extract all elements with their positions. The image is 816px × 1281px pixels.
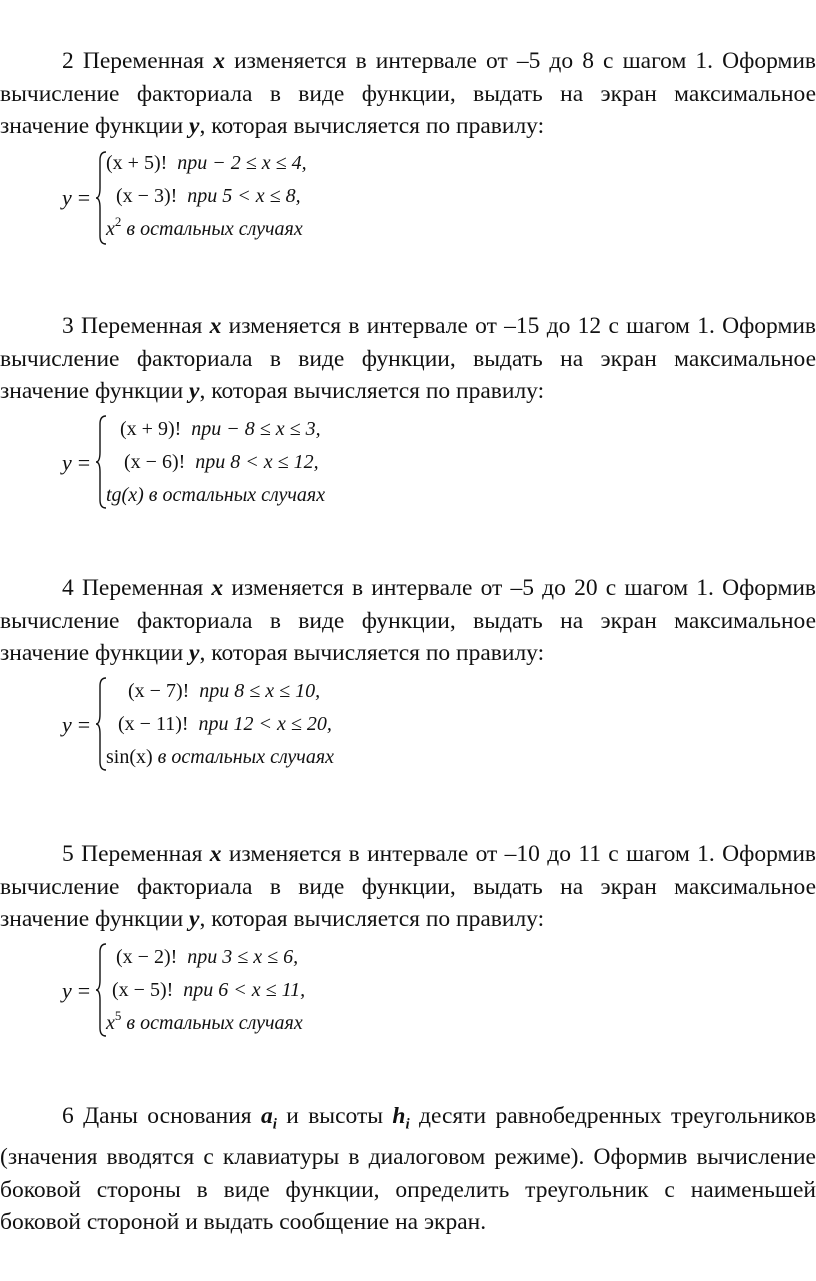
text-span: десяти равнобедренных треугольников (значения вводятся с клавиатуры в диалоговом режиме). Оформив вычисление боковой стороны в виде функции, определить треугольник с наименьшей боковой стороной и выдать сообщение на экран. bbox=[0, 1103, 816, 1236]
task-6 bbox=[0, 1100, 816, 1239]
case-1 bbox=[120, 418, 321, 441]
task-number: 2 bbox=[62, 48, 74, 74]
case-cond: в остальных случаях bbox=[157, 746, 335, 768]
eq-sign: = bbox=[77, 450, 91, 475]
case-3 bbox=[106, 484, 325, 507]
case-cond: в остальных случаях bbox=[148, 484, 326, 506]
case-3 bbox=[106, 1008, 303, 1035]
case-cond: при 6 < x ≤ 11, bbox=[183, 979, 306, 1001]
case-cond: при 8 ≤ x ≤ 10, bbox=[199, 680, 321, 702]
case-expr: (x − 2)! bbox=[116, 946, 178, 968]
case-1 bbox=[106, 152, 307, 175]
formula-lhs bbox=[62, 712, 90, 738]
case-cond: при − 8 ≤ x ≤ 3, bbox=[191, 418, 321, 440]
case-expr: sin(x) bbox=[106, 746, 153, 768]
formula-task-5 bbox=[0, 942, 816, 1038]
text-span: Переменная bbox=[81, 313, 203, 339]
task-3 bbox=[0, 310, 816, 408]
eq-sign: = bbox=[77, 978, 91, 1003]
formula-lhs bbox=[62, 185, 90, 211]
case-3 bbox=[106, 214, 303, 241]
text-span: , которая вычисляется по правилу: bbox=[199, 640, 545, 666]
text-span: изменяется в интервале от –5 до 20 с шагом 1. Оформив вычисление факториала в виде функции, выдать на экран максимальное значение функции bbox=[0, 575, 816, 666]
task-number: 4 bbox=[62, 575, 74, 601]
case-cond: при 3 ≤ x ≤ 6, bbox=[187, 946, 299, 968]
task-number: 5 bbox=[62, 841, 74, 867]
text-span: Переменная bbox=[81, 841, 203, 867]
var-h-index: i bbox=[405, 1116, 410, 1133]
case-2 bbox=[116, 185, 301, 208]
var-y: y bbox=[189, 906, 200, 932]
case-exponent: 2 bbox=[114, 214, 122, 229]
task-6-text bbox=[0, 1100, 816, 1239]
case-expr: x bbox=[106, 218, 115, 240]
task-3-text bbox=[0, 310, 816, 408]
eq-sign: = bbox=[77, 712, 91, 737]
task-5 bbox=[0, 838, 816, 936]
lhs-var: y bbox=[62, 978, 72, 1003]
formula-task-2 bbox=[0, 150, 816, 246]
var-a-index: i bbox=[272, 1116, 277, 1133]
case-expr: tg(x) bbox=[106, 484, 144, 506]
var-x: x bbox=[213, 48, 225, 74]
formula-task-4 bbox=[0, 676, 816, 772]
task-number: 6 bbox=[62, 1103, 74, 1129]
case-2 bbox=[124, 451, 319, 474]
var-y: y bbox=[189, 113, 200, 139]
formula-task-3 bbox=[0, 414, 816, 510]
var-h-letter: h bbox=[392, 1103, 406, 1129]
text-span: Переменная bbox=[82, 48, 205, 74]
task-5-text bbox=[0, 838, 816, 936]
text-span: и высоты bbox=[286, 1103, 384, 1129]
lhs-var: y bbox=[62, 185, 72, 210]
formula-lhs bbox=[62, 450, 90, 476]
case-1 bbox=[116, 946, 298, 969]
task-4-text bbox=[0, 572, 816, 670]
task-4 bbox=[0, 572, 816, 670]
case-cond: в остальных случаях bbox=[126, 218, 303, 240]
case-expr: (x − 11)! bbox=[118, 713, 189, 735]
case-2 bbox=[118, 713, 332, 736]
case-expr: (x + 9)! bbox=[120, 418, 182, 440]
var-y: y bbox=[189, 640, 200, 666]
case-cond: в остальных случаях bbox=[126, 1012, 303, 1034]
task-2 bbox=[0, 45, 816, 143]
text-span: изменяется в интервале от –10 до 11 с шагом 1. Оформив вычисление факториала в виде функции, выдать на экран максимальное значение функции bbox=[0, 841, 816, 932]
lhs-var: y bbox=[62, 450, 72, 475]
eq-sign: = bbox=[77, 185, 91, 210]
var-x: x bbox=[209, 313, 222, 339]
var-a-letter: a bbox=[260, 1103, 273, 1129]
formula-lhs bbox=[62, 978, 90, 1004]
case-expr: (x − 3)! bbox=[116, 185, 178, 207]
text-span: Переменная bbox=[81, 575, 204, 601]
text-span: , которая вычисляется по правилу: bbox=[199, 906, 545, 932]
case-expr: x bbox=[106, 1012, 115, 1034]
case-3 bbox=[106, 746, 334, 769]
case-cond: при 12 < x ≤ 20, bbox=[198, 713, 332, 735]
task-2-text bbox=[0, 45, 816, 143]
case-expr: (x − 5)! bbox=[112, 979, 174, 1001]
case-cond: при − 2 ≤ x ≤ 4, bbox=[177, 152, 307, 174]
text-span: изменяется в интервале от –5 до 8 с шагом 1. Оформив вычисление факториала в виде функции, выдать на экран максимальное значение функции bbox=[0, 48, 816, 139]
case-1 bbox=[128, 680, 320, 703]
case-exponent: 5 bbox=[114, 1008, 122, 1023]
var-y: y bbox=[189, 378, 200, 404]
case-cond: при 8 < x ≤ 12, bbox=[195, 451, 319, 473]
text-span: , которая вычисляется по правилу: bbox=[199, 378, 545, 404]
text-span: изменяется в интервале от –15 до 12 с шагом 1. Оформив вычисление факториала в виде функции, выдать на экран максимальное значение функции bbox=[0, 313, 816, 404]
text-span: Даны основания bbox=[83, 1103, 252, 1129]
var-x: x bbox=[209, 841, 222, 867]
case-cond: при 5 < x ≤ 8, bbox=[187, 185, 301, 207]
case-expr: (x + 5)! bbox=[106, 152, 168, 174]
case-expr: (x − 6)! bbox=[124, 451, 186, 473]
var-h bbox=[392, 1103, 410, 1133]
var-a bbox=[260, 1103, 277, 1133]
case-2 bbox=[112, 979, 305, 1002]
text-span: , которая вычисляется по правилу: bbox=[199, 113, 545, 139]
var-x: x bbox=[211, 575, 224, 601]
task-number: 3 bbox=[62, 313, 74, 339]
case-expr: (x − 7)! bbox=[128, 680, 190, 702]
lhs-var: y bbox=[62, 712, 72, 737]
